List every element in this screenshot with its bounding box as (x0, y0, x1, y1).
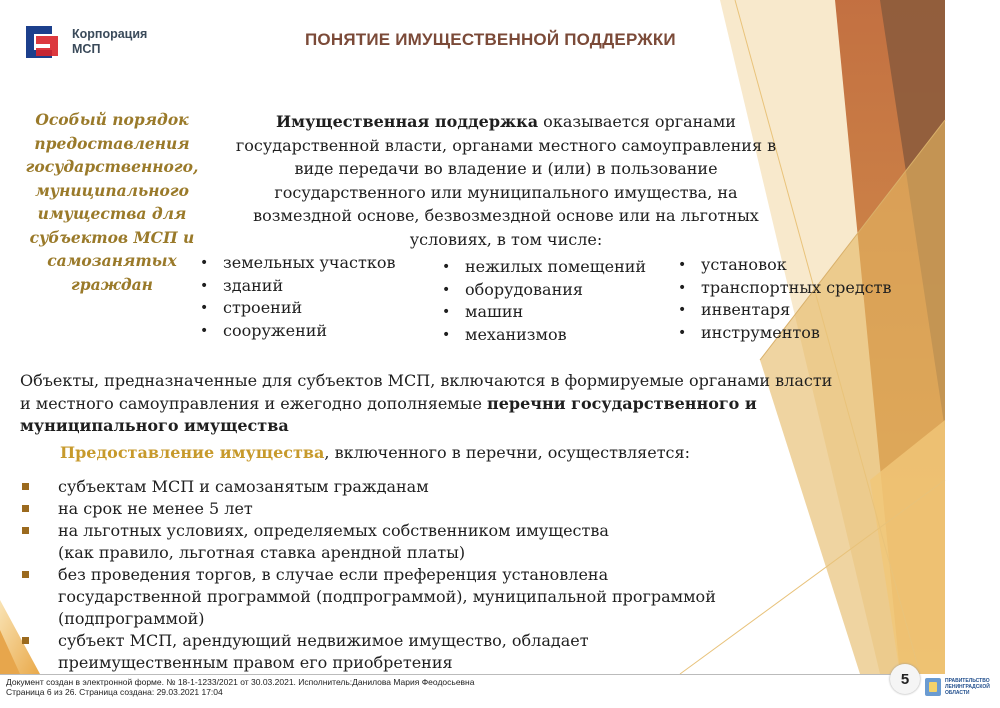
leningrad-government-logo (922, 676, 996, 698)
list-item-line: преимущественным правом его приобретения (58, 653, 453, 672)
list-item: • нежилых помещений (440, 256, 646, 279)
list-item: • земельных участков (198, 252, 395, 275)
objects-bold-term: перечни государственного и муниципального имущества (20, 393, 757, 435)
objects-paragraph (20, 370, 840, 438)
provision-heading (60, 442, 690, 464)
list-item (20, 476, 820, 498)
list-item-line: на срок не менее 5 лет (58, 499, 253, 518)
list-item: • установок (676, 254, 892, 277)
footer-line-1: Документ создан в электронной форме. № 18-1-1233/2021 от 30.03.2021. Исполнитель:Данилова Мария Феодосьевна (6, 677, 475, 687)
gov-logo-text (945, 678, 993, 696)
objects-text: Объекты, предназначенные для субъектов МСП, включаются в формируемые органами власти и местного самоуправления и ежегодно дополняемые (20, 371, 833, 413)
list-item-line: на льготных условиях, определяемых собственником имущества (58, 521, 609, 540)
gov-logo-line3: ОБЛАСТИ (945, 690, 970, 696)
list-item: • зданий (198, 275, 395, 298)
gov-logo-line2: ЛЕНИНГРАДСКОЙ (945, 684, 990, 690)
coat-of-arms-icon (925, 678, 941, 696)
list-item: • сооружений (198, 320, 395, 343)
list-item (20, 520, 820, 564)
page-number-badge: 5 (890, 664, 920, 694)
intro-text: оказывается органами государственной власти, органами местного самоуправления в виде передачи во владение и (или) в пользование государственного или муниципального имущества, на возмездной основе, безвозмездной основе или на льготных условиях, в том числе: (235, 112, 777, 249)
intro-bold-term: Имущественная поддержка (276, 112, 539, 131)
list-item-line: (подпрограммой) (58, 609, 205, 628)
logo-text-line1: Корпорация (72, 27, 148, 41)
property-list-column-1 (198, 252, 395, 342)
list-item-line: (как правило, льготная ставка арендной платы) (58, 543, 466, 562)
footer-line-2: Страница 6 из 26. Страница создана: 29.03.2021 17:04 (6, 687, 223, 697)
provision-text: , включенного в перечни, осуществляется: (324, 443, 690, 462)
logo-text-line2: МСП (72, 42, 101, 56)
page-title: ПОНЯТИЕ ИМУЩЕСТВЕННОЙ ПОДДЕРЖКИ (305, 30, 676, 49)
footer-divider (0, 674, 918, 675)
list-item: • механизмов (440, 324, 646, 347)
conditions-list (20, 476, 820, 674)
document-footer-note (6, 677, 474, 697)
list-item: • оборудования (440, 279, 646, 302)
intro-paragraph (232, 110, 780, 251)
list-item-line: государственной программой (подпрограммой), муниципальной программой (58, 587, 716, 606)
list-item: • машин (440, 301, 646, 324)
list-item: • транспортных средств (676, 277, 892, 300)
list-item (20, 498, 820, 520)
gov-logo-line1: ПРАВИТЕЛЬСТВО (945, 678, 990, 684)
list-item (20, 630, 820, 674)
property-list-column-3 (676, 254, 892, 344)
list-item-line: субъектам МСП и самозанятым гражданам (58, 477, 429, 496)
list-item (20, 564, 820, 630)
provision-highlight: Предоставление имущества (60, 443, 325, 462)
list-item-line: субъект МСП, арендующий недвижимое имущество, обладает (58, 631, 589, 650)
msp-corporation-logo (22, 22, 147, 62)
list-item: • инструментов (676, 322, 892, 345)
list-item: • инвентаря (676, 299, 892, 322)
list-item: • строений (198, 297, 395, 320)
side-heading: Особый порядок предоставления государственного, муниципального имущества для субъектов МСП и самозанятых граждан (25, 110, 199, 294)
list-item-line: без проведения торгов, в случае если преференция установлена (58, 565, 609, 584)
property-list-column-2 (440, 256, 646, 346)
msp-logo-mark-icon (22, 22, 62, 62)
logo-text (72, 27, 147, 57)
